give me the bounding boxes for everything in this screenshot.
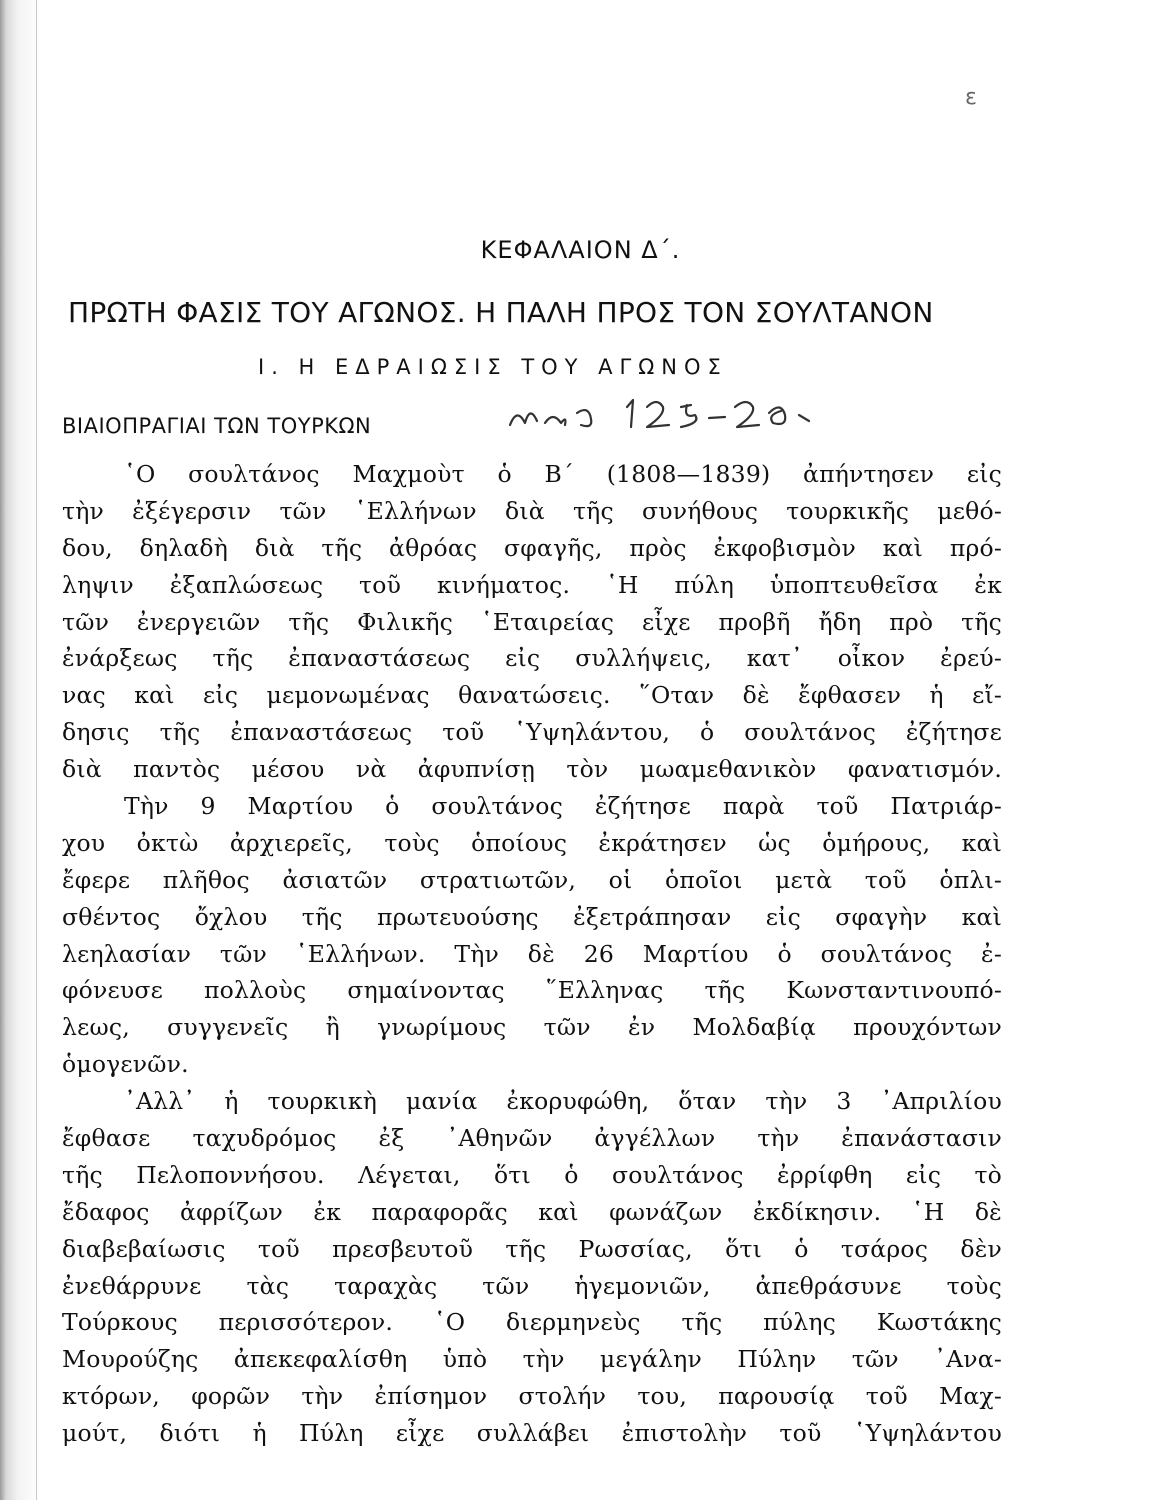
text-line: χου ὀκτὼ ἀρχιερεῖς, τοὺς ὁποίους ἐκράτησεν ὡς ὁμήρους, καὶ [62,828,1002,857]
text-line: ῾Ο σουλτάνος Μαχμοὺτ ὁ Β΄ (1808—1839) ἀπήντησεν εἰς [124,460,1002,488]
part-title: ΠΡΩΤΗ ΦΑΣΙΣ ΤΟΥ ΑΓΩΝΟΣ. Η ΠΑΛΗ ΠΡΟΣ ΤΟΝ ΣΟΥΛΤΑΝΟΝ [68,296,934,329]
text-line: δησις τῆς ἐπαναστάσεως τοῦ ῾Υψηλάντου, ὁ σουλτάνος ἐζήτησε [62,718,1002,747]
text-line: ἐνάρξεως τῆς ἐπαναστάσεως εἰς συλλήψεις, κατ᾿ οἶκον ἐρεύ- [62,644,1002,673]
scan-edge-shadow [0,0,40,1500]
handwritten-note-text: σελ. 127-29 [505,441,511,442]
handwritten-note-strokes [510,400,809,427]
text-line: ἔφθασε ταχυδρόμος ἐξ ᾿Αθηνῶν ἀγγέλλων τὴν ἐπανάστασιν [62,1124,1002,1153]
text-line: δου, δηλαδὴ διὰ τῆς ἀθρόας σφαγῆς, πρὸς ἐκφοβισμὸν καὶ πρό- [62,533,1002,562]
text-line: τὴν ἐξέγερσιν τῶν ῾Ελλήνων διὰ τῆς συνήθους τουρκικῆς μεθό- [62,496,1002,525]
text-line: σθέντος ὄχλου τῆς πρωτευούσης ἐξετράπησαν εἰς σφαγὴν καὶ [62,902,1002,931]
handwritten-note [505,385,830,443]
page-mark: ε [965,85,977,110]
text-line: ἐνεθάρρυνε τὰς ταραχὰς τῶν ἡγεμονιῶν, ἀπεθράσυνε τοὺς [62,1271,1002,1300]
text-line: διὰ παντὸς μέσου νὰ ἀφυπνίσῃ τὸν μωαμεθανικὸν φανατισμόν. [62,755,1002,784]
text-line: φόνευσε πολλοὺς σημαίνοντας ῞Ελληνας τῆς Κωνσταντινουπό- [62,976,1002,1005]
text-line: μούτ, διότι ἡ Πύλη εἶχε συλλάβει ἐπιστολὴν τοῦ ῾Υψηλάντου [62,1419,1002,1448]
text-line: τῆς Πελοποννήσου. Λέγεται, ὅτι ὁ σουλτάνος ἐρρίφθη εἰς τὸ [62,1160,1002,1189]
text-line: κτόρων, φορῶν τὴν ἐπίσημον στολήν του, παρουσίᾳ τοῦ Μαχ- [62,1382,1002,1411]
text-line: λεως, συγγενεῖς ἢ γνωρίμους τῶν ἐν Μολδαβίᾳ προυχόντων [62,1013,1002,1042]
chapter-heading: ΚΕΦΑΛΑΙΟΝ Δ΄. [480,236,681,264]
text-line: Μουρούζης ἀπεκεφαλίσθη ὑπὸ τὴν μεγάλην Πύλην τῶν ᾿Ανα- [62,1345,1002,1374]
body-text [62,456,1002,1452]
subheading: ΒΙΑΙΟΠΡΑΓΙΑΙ ΤΩΝ ΤΟΥΡΚΩΝ [62,414,372,438]
text-line: ᾿Αλλ᾿ ἡ τουρκικὴ μανία ἐκορυφώθη, ὅταν τὴν 3 ᾿Απριλίου [124,1087,1002,1116]
text-line: Τὴν 9 Μαρτίου ὁ σουλτάνος ἐζήτησε παρὰ τοῦ Πατριάρ- [124,792,1002,821]
text-line: λεηλασίαν τῶν ῾Ελλήνων. Τὴν δὲ 26 Μαρτίου ὁ σουλτάνος ἐ- [62,939,1002,968]
text-line: διαβεβαίωσις τοῦ πρεσβευτοῦ τῆς Ρωσσίας, ὅτι ὁ τσάρος δὲν [62,1234,1002,1263]
text-line: ἔφερε πλῆθος ἀσιατῶν στρατιωτῶν, οἱ ὁποῖοι μετὰ τοῦ ὁπλι- [62,865,1002,894]
text-line: τῶν ἐνεργειῶν τῆς Φιλικῆς ῾Εταιρείας εἶχε προβῆ ἤδη πρὸ τῆς [62,607,1002,636]
section-title: Ι. Η ΕΔΡΑΙΩΣΙΣ ΤΟΥ ΑΓΩΝΟΣ [258,355,728,379]
scan-binding-line [36,0,37,1500]
text-line: ληψιν ἐξαπλώσεως τοῦ κινήματος. ῾Η πύλη ὑποπτευθεῖσα ἐκ [62,570,1002,599]
text-line: νας καὶ εἰς μεμονωμένας θανατώσεις. ῞Οταν δὲ ἔφθασεν ἡ εἴ- [62,681,1002,710]
text-line: Τούρκους περισσότερον. ῾Ο διερμηνεὺς τῆς πύλης Κωστάκης [62,1308,1002,1337]
text-line: ἔδαφος ἀφρίζων ἐκ παραφορᾶς καὶ φωνάζων ἐκδίκησιν. ῾Η δὲ [62,1197,1002,1226]
text-line: ὁμογενῶν. [62,1050,189,1079]
